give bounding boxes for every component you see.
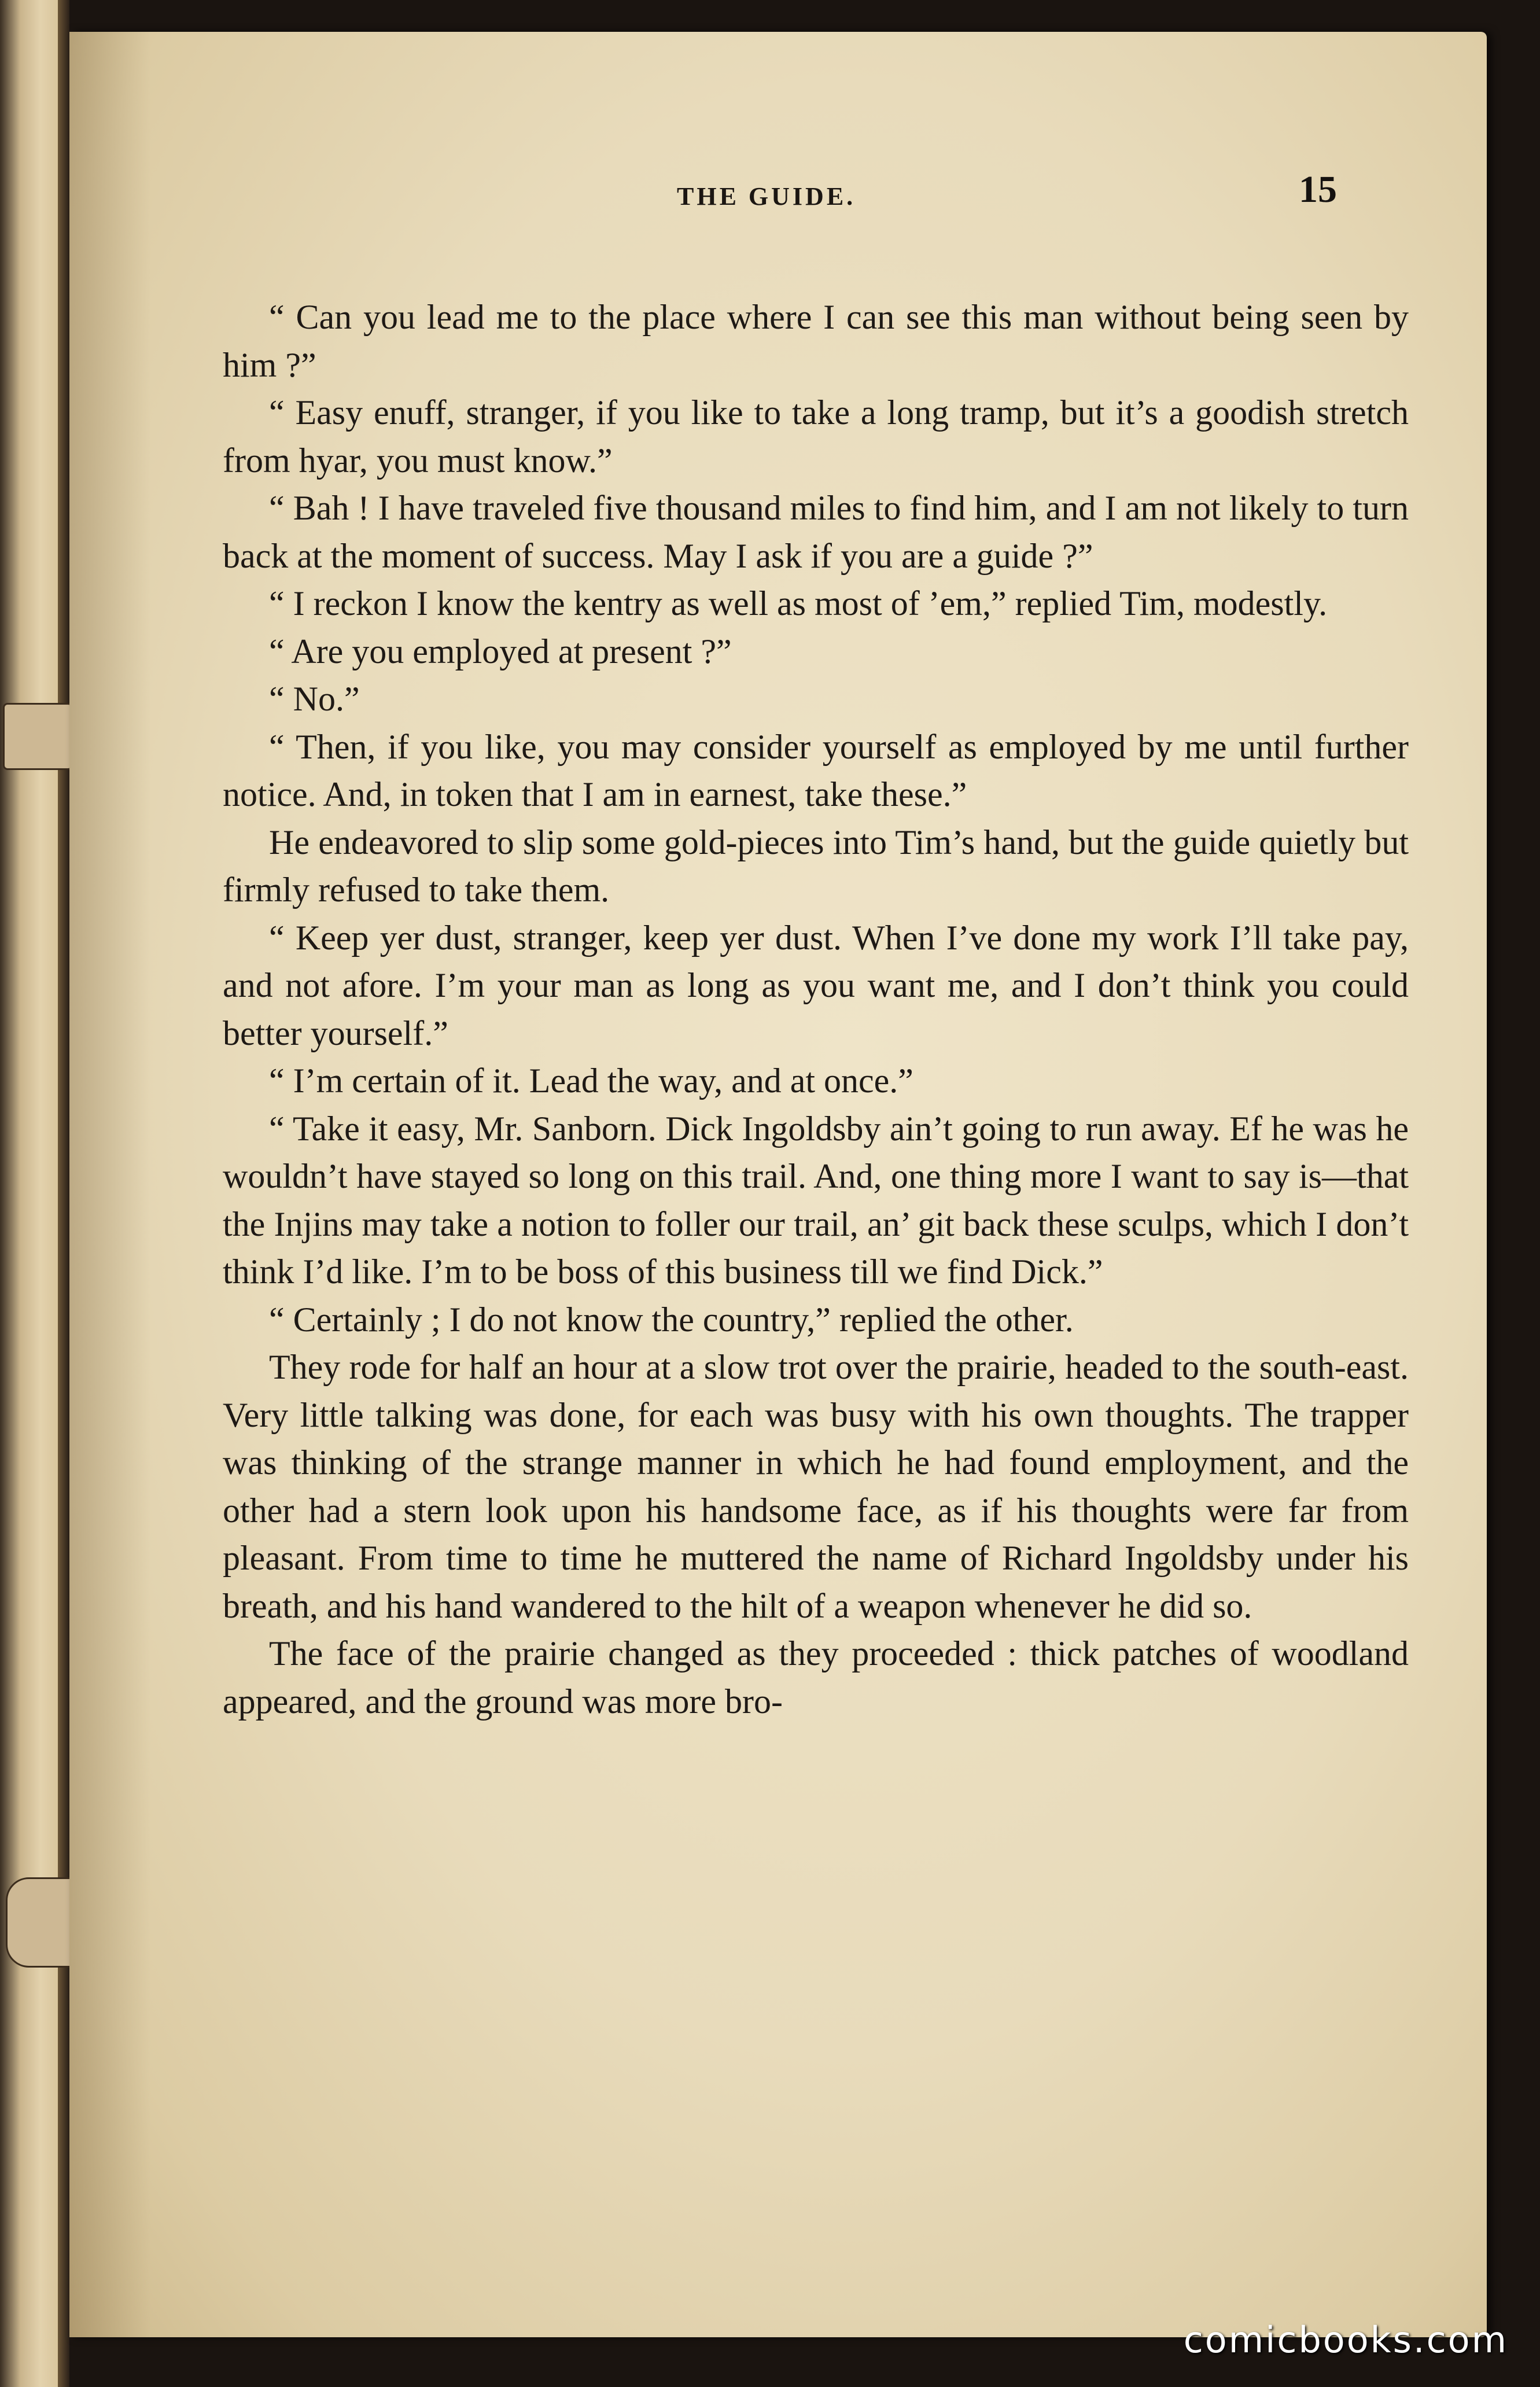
body-text (223, 293, 1409, 1725)
paragraph: They rode for half an hour at a slow trot over the prairie, headed to the south-east. Very little talking was done, for each was busy with his own thoughts. The trapper was thinking of the strange manner in which he had found employment, and the other had a stern look upon his handsome face, as if his thoughts were far from pleasant. From time to time he muttered the name of Richard Ingoldsby under his breath, and his hand wandered to the hilt of a weapon whenever he did so. (223, 1348, 1409, 1625)
paragraph: “ I reckon I know the kentry as well as most of ’em,” replied Tim, modestly. (269, 584, 1328, 622)
paragraph: “ Can you lead me to the place where I can see this man without being seen by him ?” (223, 298, 1409, 384)
paragraph: “ I’m certain of it. Lead the way, and at once.” (269, 1062, 913, 1100)
page-header (69, 168, 1487, 214)
paragraph: “ Take it easy, Mr. Sanborn. Dick Ingoldsby ain’t going to run away. Ef he was he wouldn’t have stayed so long on this trail. And, one thing more I want to say is—that the Injins may take a notion to foller our trail, an’ git back these sculps, which I don’t think I’d like. I’m to be boss of this business till we find Dick.” (223, 1109, 1409, 1291)
book-spine (0, 0, 58, 2387)
paragraph: “ Then, if you like, you may consider yourself as employed by me until further notice. And, in token that I am in earnest, take these.” (223, 727, 1409, 813)
paragraph: “ No.” (269, 680, 360, 718)
watermark: comicbooks.com (1183, 2319, 1508, 2361)
book-page (69, 32, 1487, 2337)
page-gutter (58, 0, 69, 2387)
paragraph: “ Are you employed at present ?” (269, 632, 732, 671)
paragraph: “ Keep yer dust, stranger, keep yer dust. When I’ve done my work I’ll take pay, and not afore. I’m your man as long as you want me, and I don’t think you could better yourself.” (223, 918, 1409, 1052)
paragraph: “ Certainly ; I do not know the country,” replied the other. (269, 1300, 1074, 1339)
paragraph: He endeavored to slip some gold-pieces into Tim’s hand, but the guide quietly but firmly refused to take them. (223, 823, 1409, 909)
binding-tab-top (3, 703, 73, 770)
paragraph: The face of the prairie changed as they proceeded : thick patches of woodland appeared, and the ground was more bro- (223, 1634, 1409, 1721)
paragraph: “ Easy enuff, stranger, if you like to take a long tramp, but it’s a goodish stretch from hyar, you must know.” (223, 393, 1409, 480)
page-number: 15 (1299, 168, 1337, 211)
running-head: THE GUIDE. (677, 182, 856, 211)
paragraph: “ Bah ! I have traveled five thousand miles to find him, and I am not likely to turn back at the moment of success. May I ask if you are a guide ?” (223, 489, 1409, 575)
